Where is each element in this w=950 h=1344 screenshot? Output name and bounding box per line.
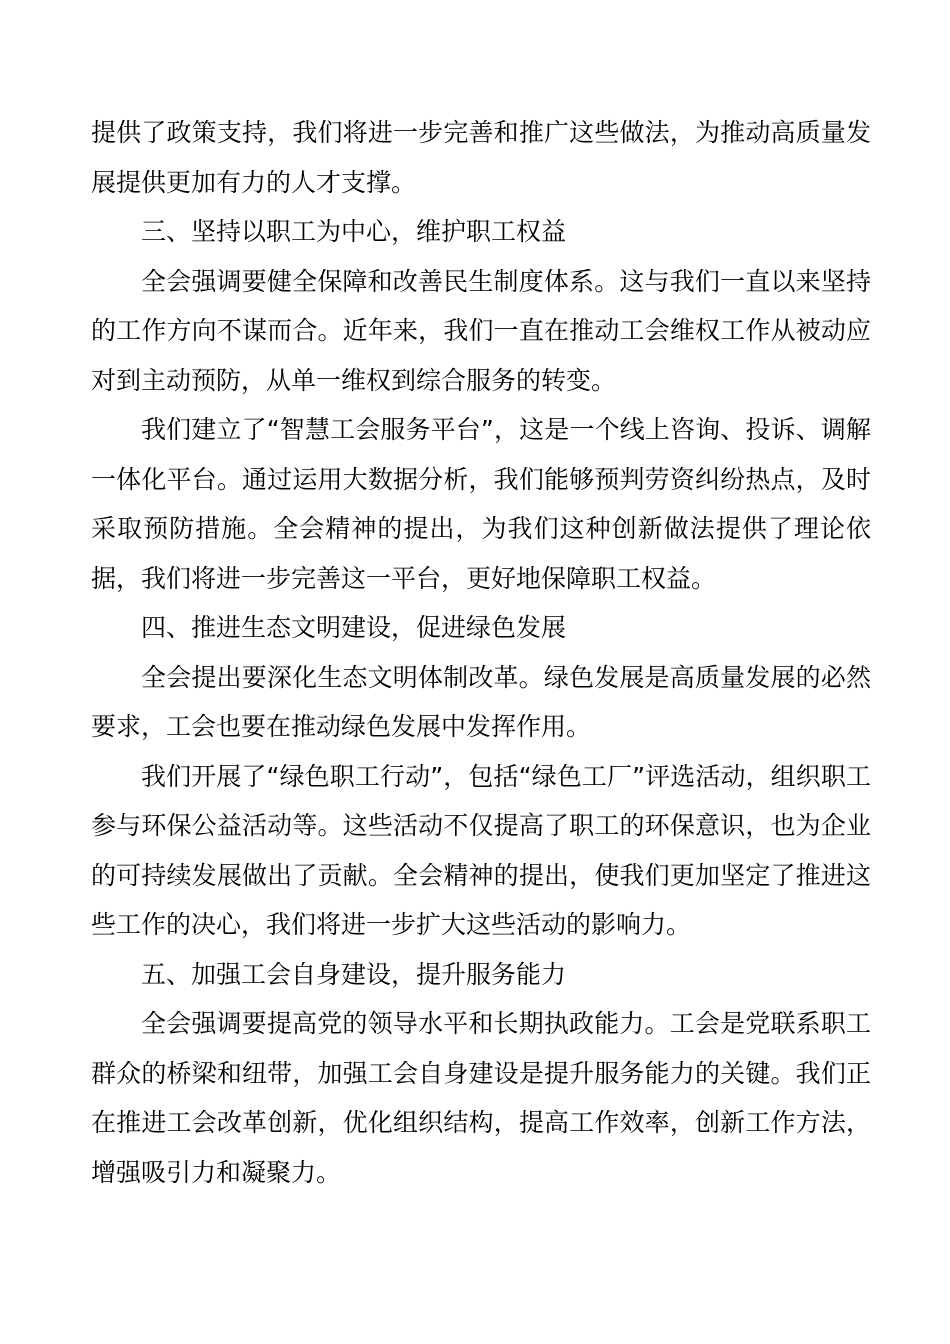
- paragraph-3-2: 我们建立了“智慧工会服务平台”，这是一个线上咨询、投诉、调解一体化平台。通过运用大数据分析，我们能够预判劳资纠纷热点，及时采取预防措施。全会精神的提出，为我们这种创新做法提供了理论依据，我们将进一步完善这一平台，更好地保障职工权益。: [91, 415, 871, 593]
- paragraph-continued: 提供了政策支持，我们将进一步完善和推广这些做法，为推动高质量发展提供更加有力的人才支撑。: [91, 118, 871, 197]
- paragraph-5-1: 全会强调要提高党的领导水平和长期执政能力。工会是党联系职工群众的桥梁和纽带，加强工会自身建设是提升服务能力的关键。我们正在推进工会改革创新，优化组织结构，提高工作效率，创新工作方法，增强吸引力和凝聚力。: [91, 1009, 871, 1187]
- paragraph-4-2: 我们开展了“绿色职工行动”，包括“绿色工厂”评选活动，组织职工参与环保公益活动等。这些活动不仅提高了职工的环保意识，也为企业的可持续发展做出了贡献。全会精神的提出，使我们更加坚定了推进这些工作的决心，我们将进一步扩大这些活动的影响力。: [91, 761, 871, 939]
- paragraph-3-1: 全会强调要健全保障和改善民生制度体系。这与我们一直以来坚持的工作方向不谋而合。近年来，我们一直在推动工会维权工作从被动应对到主动预防，从单一维权到综合服务的转变。: [91, 266, 871, 395]
- section-heading-5: 五、加强工会自身建设，提升服务能力: [141, 959, 567, 989]
- section-heading-3: 三、坚持以职工为中心，维护职工权益: [141, 217, 567, 246]
- paragraph-4-1: 全会提出要深化生态文明体制改革。绿色发展是高质量发展的必然要求，工会也要在推动绿色发展中发挥作用。: [91, 662, 871, 741]
- document-body: [91, 108, 871, 1197]
- section-heading-4: 四、推进生态文明建设，促进绿色发展: [141, 613, 567, 642]
